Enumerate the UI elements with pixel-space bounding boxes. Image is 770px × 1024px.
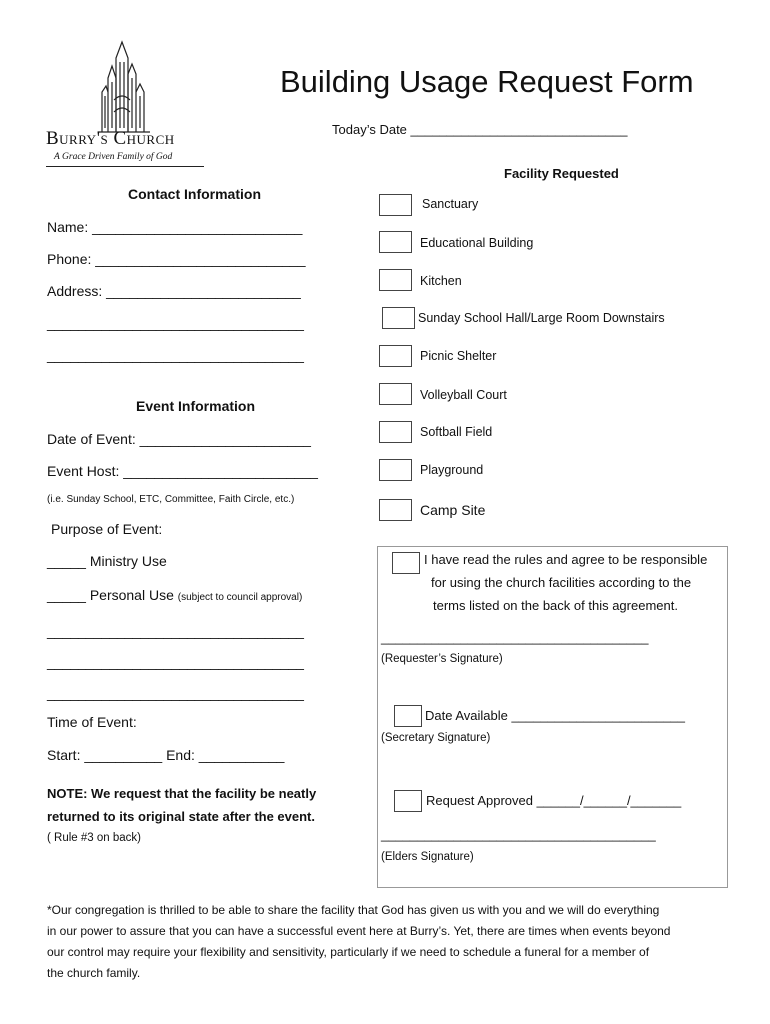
event-date-field[interactable]: Date of Event: ______________________ (47, 431, 311, 447)
event-host-hint: (i.e. Sunday School, ETC, Committee, Faith Circle, etc.) (47, 494, 295, 505)
elders-signature-line[interactable]: ______________________________________ (381, 827, 656, 842)
agreement-line-1: I have read the rules and agree to be responsible (424, 552, 708, 567)
facility-label-hall: Sunday School Hall/Large Room Downstairs (418, 311, 665, 325)
personal-use-field[interactable] (47, 587, 302, 603)
footer-line-3: our control may require your flexibility and sensitivity, particularly if we need to schedule a funeral for a member of (47, 945, 650, 959)
church-logo (46, 38, 206, 170)
todays-date-field[interactable]: Today’s Date ______________________________ (332, 122, 628, 137)
church-tagline: A Grace Driven Family of God (54, 152, 173, 162)
facility-label-sanctuary: Sanctuary (422, 197, 479, 211)
facility-checkbox-playground[interactable] (379, 459, 412, 481)
event-heading: Event Information (136, 398, 256, 414)
event-host-field[interactable]: Event Host: _________________________ (47, 463, 318, 479)
time-label: Time of Event: (47, 714, 137, 730)
request-approved-field[interactable]: Request Approved ______/______/_______ (426, 793, 682, 808)
elders-signature-label: (Elders Signature) (381, 851, 474, 863)
facility-checkbox-hall[interactable] (382, 307, 415, 329)
ministry-use-field[interactable]: _____ Ministry Use (47, 553, 167, 569)
church-tower-icon (46, 38, 206, 134)
purpose-line-2[interactable]: _________________________________ (47, 654, 304, 670)
address-line-3[interactable]: _________________________________ (47, 347, 304, 363)
start-end-field[interactable]: Start: __________ End: ___________ (47, 747, 285, 763)
secretary-signature-label: (Secretary Signature) (381, 732, 491, 744)
date-available-checkbox[interactable] (394, 705, 422, 727)
agreement-line-2: for using the church facilities according to the (431, 575, 692, 590)
facility-label-softball: Softball Field (420, 425, 493, 439)
purpose-line-3[interactable]: _________________________________ (47, 685, 304, 701)
note-line-2: returned to its original state after the event. (47, 809, 315, 824)
agree-checkbox[interactable] (392, 552, 420, 574)
facility-checkbox-sanctuary[interactable] (379, 194, 412, 216)
contact-heading: Contact Information (128, 186, 261, 202)
request-approved-checkbox[interactable] (394, 790, 422, 812)
facility-label-volleyball: Volleyball Court (420, 388, 507, 402)
facility-checkbox-volleyball[interactable] (379, 383, 412, 405)
logo-underline (46, 166, 204, 167)
facility-checkbox-picnic[interactable] (379, 345, 412, 367)
footer-line-2: in our power to assure that you can have a successful event here at Burry’s. Yet, there are times when events beyond (47, 924, 671, 938)
requester-signature-label: (Requester’s Signature) (381, 653, 503, 665)
rule-note: ( Rule #3 on back) (47, 832, 141, 844)
page-title: Building Usage Request Form (280, 64, 694, 99)
facility-heading: Facility Requested (504, 166, 619, 181)
church-name: Burry's Church (46, 128, 175, 149)
address-line-2[interactable]: _________________________________ (47, 315, 304, 331)
purpose-label: Purpose of Event: (51, 521, 163, 537)
phone-field[interactable]: Phone: ___________________________ (47, 251, 306, 267)
purpose-line-1[interactable]: _________________________________ (47, 623, 304, 639)
facility-checkbox-softball[interactable] (379, 421, 412, 443)
facility-label-campsite: Camp Site (420, 502, 486, 518)
agreement-line-3: terms listed on the back of this agreement. (433, 598, 678, 613)
facility-checkbox-kitchen[interactable] (379, 269, 412, 291)
footer-line-4: the church family. (47, 966, 141, 980)
facility-label-playground: Playground (420, 463, 484, 477)
facility-label-picnic: Picnic Shelter (420, 349, 497, 363)
footer-line-1: *Our congregation is thrilled to be able to share the facility that God has given us with you and we will do everything (47, 903, 660, 917)
name-field[interactable]: Name: ___________________________ (47, 219, 303, 235)
address-field[interactable]: Address: _________________________ (47, 283, 301, 299)
facility-checkbox-campsite[interactable] (379, 499, 412, 521)
facility-label-educational: Educational Building (420, 236, 534, 250)
note-line-1: NOTE: We request that the facility be neatly (47, 786, 317, 801)
facility-checkbox-educational[interactable] (379, 231, 412, 253)
personal-use-note: (subject to council approval) (177, 592, 303, 603)
facility-label-kitchen: Kitchen (420, 274, 462, 288)
personal-use-label: _____ Personal Use (47, 587, 174, 603)
date-available-field[interactable]: Date Available ________________________ (425, 708, 686, 723)
requester-signature-line[interactable]: _____________________________________ (381, 630, 649, 645)
